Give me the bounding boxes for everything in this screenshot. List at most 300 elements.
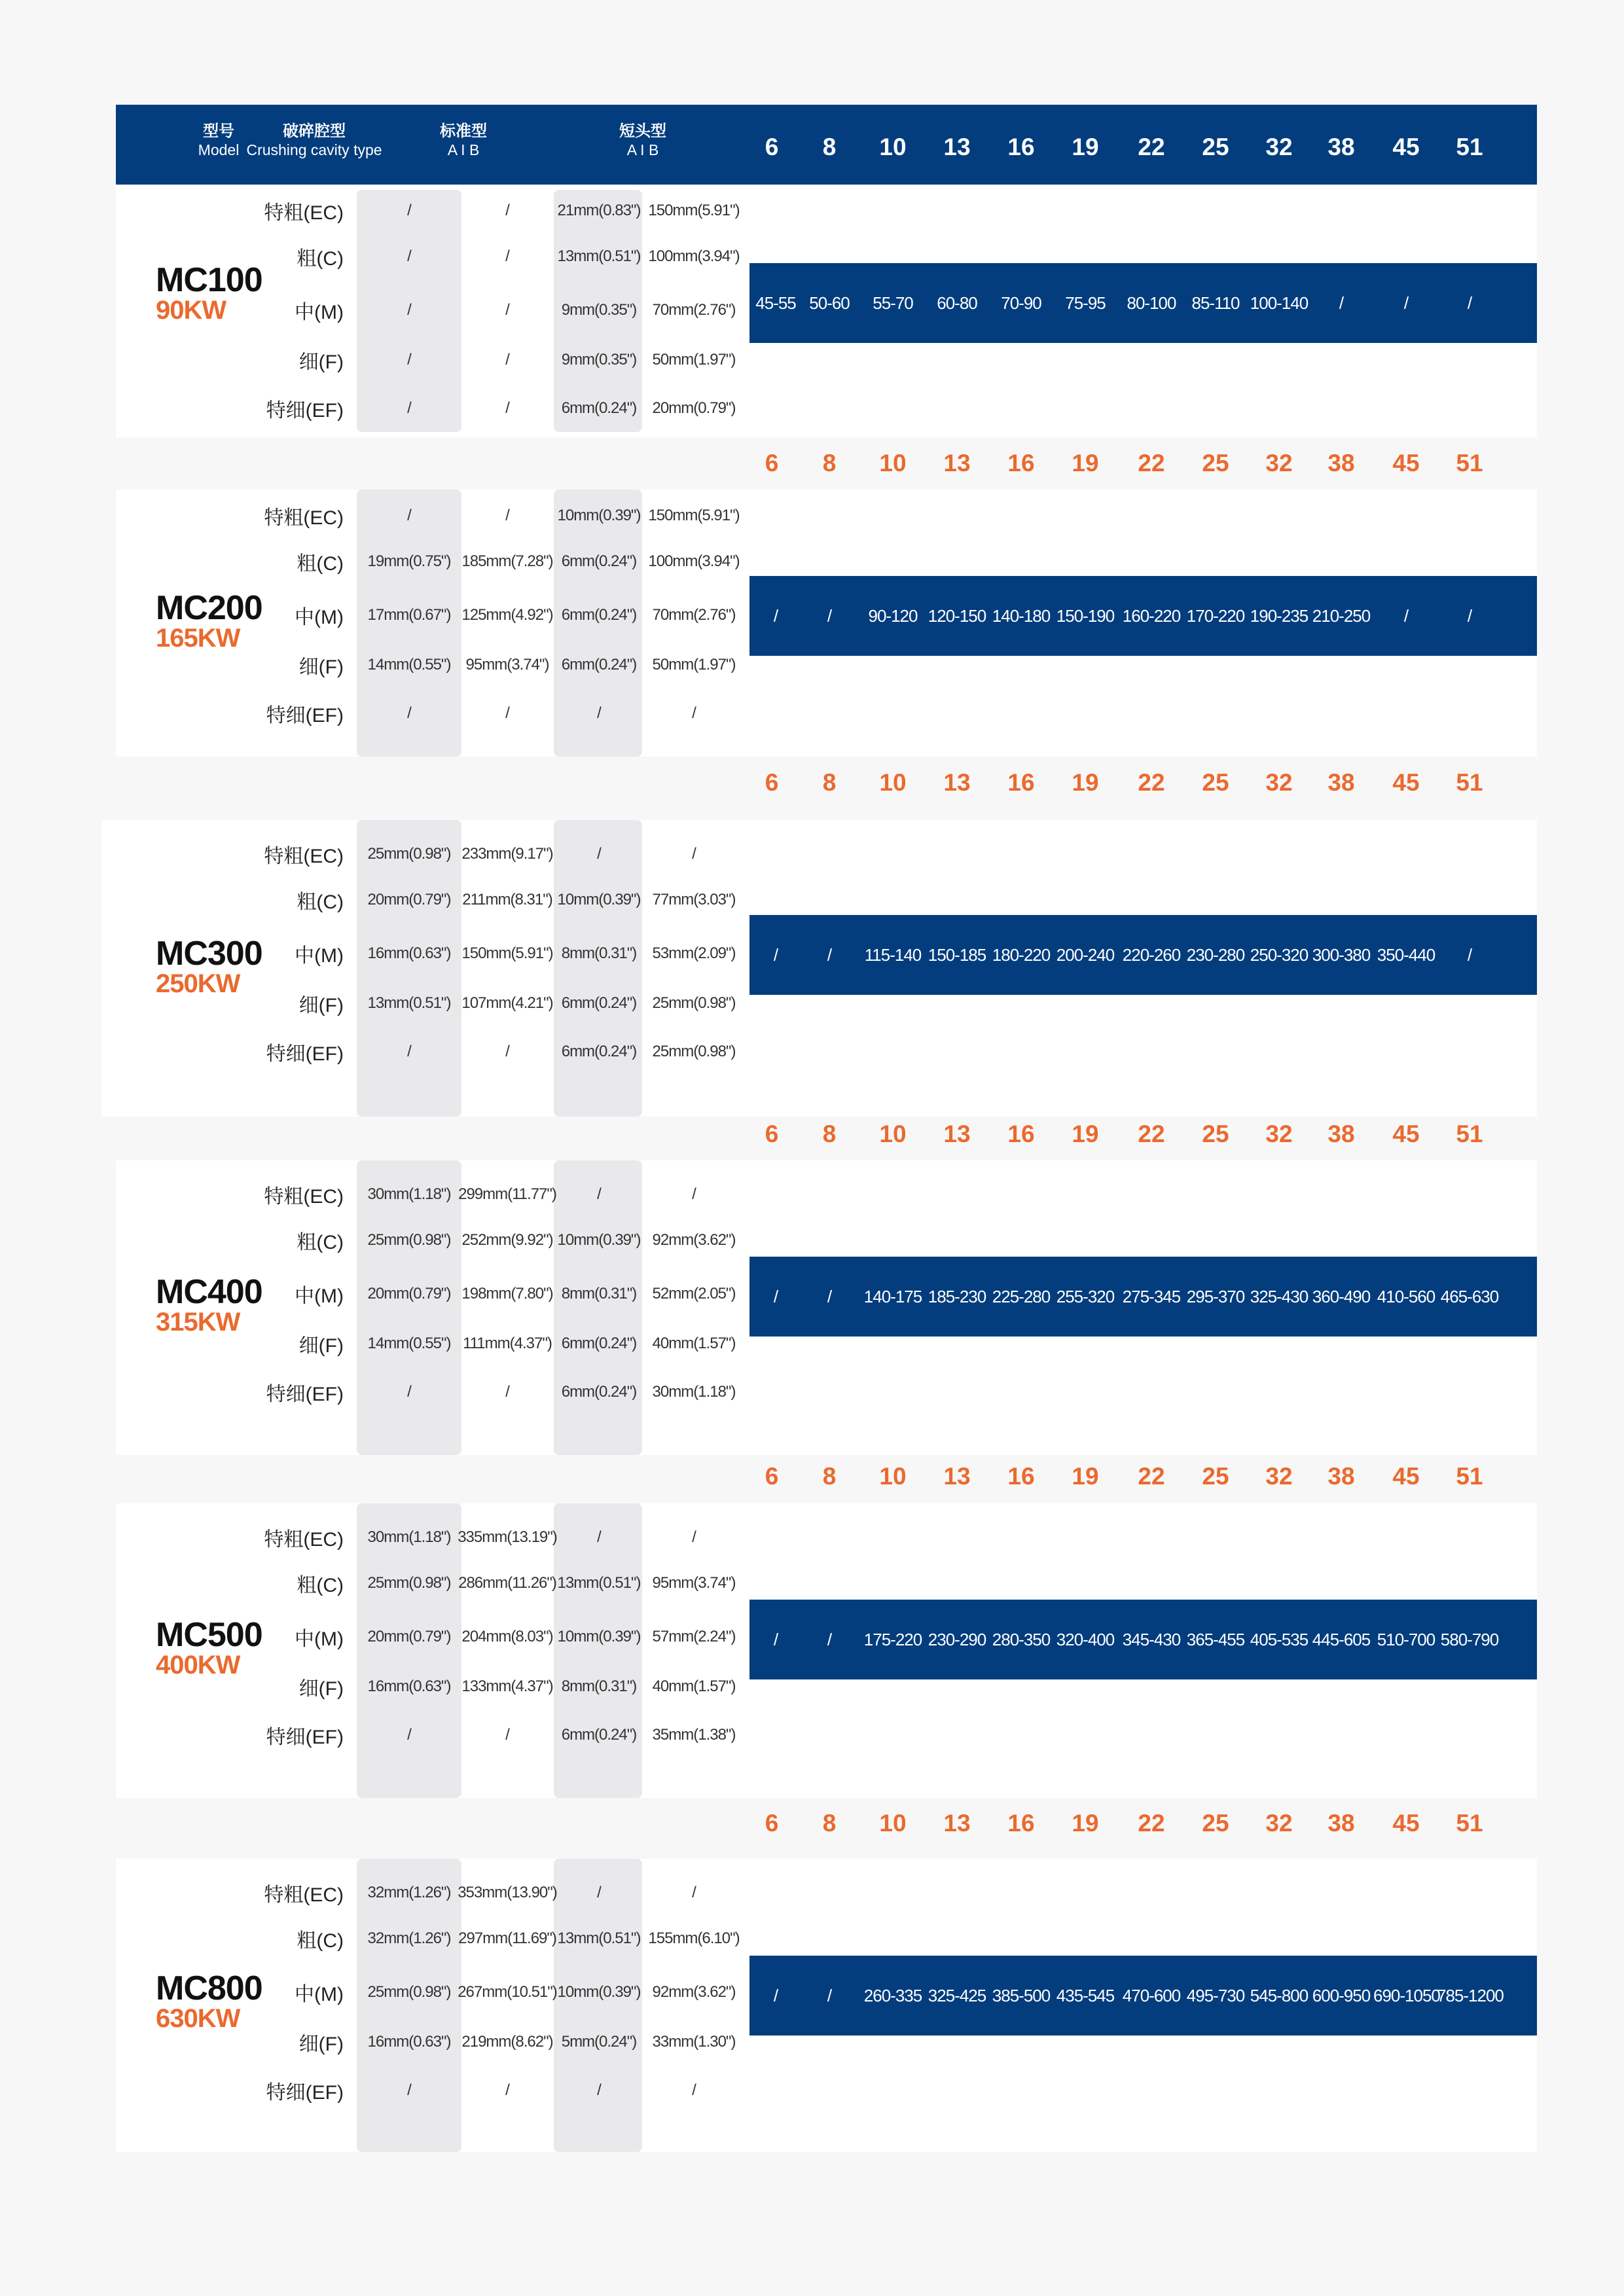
standard-b-value: 125mm(4.92") xyxy=(461,606,553,624)
header-standard-en: A I B xyxy=(447,141,480,158)
standard-a-value: 25mm(0.98") xyxy=(367,1983,451,2001)
short-b-value: / xyxy=(692,845,696,863)
size-19: 19 xyxy=(1072,1810,1099,1837)
model-block-mc100 xyxy=(116,185,1537,437)
cavity-label: 特细(EF) xyxy=(266,400,344,422)
cavity-label: 中(M) xyxy=(295,945,344,967)
capacity-value-45: 510-700 xyxy=(1377,1630,1435,1649)
standard-b-value: 111mm(4.37") xyxy=(463,1335,552,1352)
capacity-value-45: 410-560 xyxy=(1377,1287,1435,1306)
size-19: 19 xyxy=(1072,769,1099,796)
size-8: 8 xyxy=(822,1463,837,1490)
size-19: 19 xyxy=(1072,1463,1099,1490)
standard-b-value: 252mm(9.92") xyxy=(461,1231,553,1249)
size-19: 19 xyxy=(1072,1121,1099,1147)
size-51: 51 xyxy=(1456,450,1483,476)
standard-a-value: 30mm(1.18") xyxy=(367,1528,451,1546)
standard-b-value: 204mm(8.03") xyxy=(461,1628,553,1645)
standard-b-value: 233mm(9.17") xyxy=(461,845,553,863)
standard-b-value: / xyxy=(505,2081,509,2099)
capacity-value-6: / xyxy=(773,1986,778,2005)
cavity-label: 粗(C) xyxy=(297,1930,344,1952)
cavity-label: 中(M) xyxy=(295,1984,344,2005)
short-a-column-shade xyxy=(554,1859,642,2152)
size-6: 6 xyxy=(765,1463,779,1490)
standard-b-value: / xyxy=(505,704,509,722)
standard-a-column-shade xyxy=(357,1859,461,2152)
capacity-value-51: 580-790 xyxy=(1440,1630,1499,1649)
header-short xyxy=(587,122,698,159)
capacity-value-10: 90-120 xyxy=(868,606,918,626)
size-6: 6 xyxy=(765,1121,779,1147)
size-22: 22 xyxy=(1138,1463,1165,1490)
size-45: 45 xyxy=(1392,769,1420,796)
capacity-value-32: 250-320 xyxy=(1250,945,1308,965)
capacity-value-45: 690-1050 xyxy=(1373,1986,1440,2005)
standard-a-value: / xyxy=(407,2081,411,2099)
size-25: 25 xyxy=(1202,450,1229,476)
model-power: 315KW xyxy=(156,1308,240,1336)
capacity-value-38: 300-380 xyxy=(1312,945,1371,965)
capacity-value-19: 255-320 xyxy=(1056,1287,1115,1306)
standard-a-value: / xyxy=(407,399,411,417)
short-b-value: 40mm(1.57") xyxy=(652,1677,736,1695)
size-45: 45 xyxy=(1392,450,1420,476)
capacity-value-32: 190-235 xyxy=(1250,606,1308,626)
size-16: 16 xyxy=(1007,769,1035,796)
model-block-mc400 xyxy=(116,1160,1537,1455)
capacity-value-19: 150-190 xyxy=(1056,606,1115,626)
capacity-value-13: 230-290 xyxy=(928,1630,986,1649)
standard-b-value: 198mm(7.80") xyxy=(461,1285,553,1302)
short-b-value: / xyxy=(692,1884,696,1901)
short-a-value: 13mm(0.51") xyxy=(557,1574,641,1592)
short-b-value: 100mm(3.94") xyxy=(648,552,740,570)
short-b-value: 92mm(3.62") xyxy=(652,1983,736,2001)
short-b-value: 30mm(1.18") xyxy=(652,1383,736,1401)
size-45: 45 xyxy=(1392,1810,1420,1837)
standard-b-value: / xyxy=(505,202,509,219)
capacity-value-19: 435-545 xyxy=(1056,1986,1115,2005)
size-8: 8 xyxy=(822,450,837,476)
capacity-value-13: 185-230 xyxy=(928,1287,986,1306)
short-a-value: 6mm(0.24") xyxy=(561,1043,637,1060)
header-size-22: 22 xyxy=(1138,134,1165,160)
short-a-value: 8mm(0.31") xyxy=(561,1677,637,1695)
cavity-label: 特粗(EC) xyxy=(264,507,344,529)
size-13: 13 xyxy=(943,1810,971,1837)
header-short-zh: 短头型 xyxy=(619,122,666,140)
size-16: 16 xyxy=(1007,1121,1035,1147)
model-block-mc800 xyxy=(116,1859,1537,2152)
standard-b-value: 286mm(11.26") xyxy=(458,1574,556,1592)
standard-b-value: 297mm(11.69") xyxy=(458,1929,556,1947)
capacity-bar xyxy=(749,1257,1537,1336)
short-a-value: 6mm(0.24") xyxy=(561,1335,637,1352)
cavity-label: 细(F) xyxy=(298,2034,344,2055)
model-code: MC400 xyxy=(156,1273,262,1311)
header-size-32: 32 xyxy=(1265,134,1293,160)
size-13: 13 xyxy=(943,769,971,796)
standard-a-value: 25mm(0.98") xyxy=(367,1231,451,1249)
standard-b-value: / xyxy=(505,247,509,265)
cavity-label: 细(F) xyxy=(298,1335,344,1357)
capacity-value-45: 350-440 xyxy=(1377,945,1435,965)
short-a-column-shade xyxy=(554,1503,642,1798)
short-b-value: 50mm(1.97") xyxy=(652,656,736,673)
cavity-label: 细(F) xyxy=(298,351,344,373)
short-b-value: / xyxy=(692,1185,696,1203)
standard-a-value: 25mm(0.98") xyxy=(367,1574,451,1592)
standard-a-value: 14mm(0.55") xyxy=(367,656,451,673)
size-13: 13 xyxy=(943,1121,971,1147)
size-32: 32 xyxy=(1265,1463,1293,1490)
capacity-value-51: 785-1200 xyxy=(1437,1986,1504,2005)
size-32: 32 xyxy=(1265,1810,1293,1837)
short-b-value: 70mm(2.76") xyxy=(652,606,736,624)
table-header xyxy=(116,105,1537,185)
short-a-value: 8mm(0.31") xyxy=(561,1285,637,1302)
capacity-value-10: 55-70 xyxy=(873,293,913,313)
short-a-value: 6mm(0.24") xyxy=(561,994,637,1012)
capacity-value-16: 140-180 xyxy=(992,606,1051,626)
size-header-row xyxy=(0,1802,1624,1848)
short-b-value: 77mm(3.03") xyxy=(652,891,736,908)
short-b-value: 50mm(1.97") xyxy=(652,351,736,368)
standard-b-value: 211mm(8.31") xyxy=(462,891,552,908)
short-a-value: / xyxy=(597,845,601,863)
standard-b-value: / xyxy=(505,1383,509,1401)
standard-b-value: / xyxy=(505,507,509,524)
short-b-value: / xyxy=(692,1528,696,1546)
size-25: 25 xyxy=(1202,1810,1229,1837)
cavity-label: 细(F) xyxy=(298,995,344,1016)
model-power: 400KW xyxy=(156,1651,240,1679)
size-25: 25 xyxy=(1202,769,1229,796)
model-power: 90KW xyxy=(156,296,226,325)
model-block-mc200 xyxy=(116,490,1537,757)
short-a-value: / xyxy=(597,2081,601,2099)
standard-b-value: / xyxy=(505,1726,509,1744)
capacity-value-13: 150-185 xyxy=(928,945,986,965)
cavity-label: 粗(C) xyxy=(297,1575,344,1596)
short-a-value: 10mm(0.39") xyxy=(557,507,641,524)
size-32: 32 xyxy=(1265,450,1293,476)
capacity-value-6: / xyxy=(773,1630,778,1649)
capacity-value-45: / xyxy=(1403,293,1409,313)
size-51: 51 xyxy=(1456,769,1483,796)
model-code: MC800 xyxy=(156,1969,262,2007)
cavity-label: 细(F) xyxy=(298,656,344,678)
capacity-value-38: 600-950 xyxy=(1312,1986,1371,2005)
header-standard-zh: 标准型 xyxy=(440,122,487,140)
capacity-bar xyxy=(749,915,1537,995)
size-38: 38 xyxy=(1327,1463,1355,1490)
header-cavity-en: Crushing cavity type xyxy=(246,141,382,158)
capacity-value-25: 365-455 xyxy=(1186,1630,1245,1649)
capacity-value-8: / xyxy=(827,606,832,626)
header-size-8: 8 xyxy=(822,134,837,160)
short-a-value: / xyxy=(597,704,601,722)
standard-a-value: 17mm(0.67") xyxy=(367,606,451,624)
standard-b-value: 133mm(4.37") xyxy=(461,1677,553,1695)
capacity-value-38: 210-250 xyxy=(1312,606,1371,626)
capacity-value-22: 80-100 xyxy=(1127,293,1176,313)
standard-b-value: 185mm(7.28") xyxy=(461,552,553,570)
cavity-label: 中(M) xyxy=(295,1285,344,1307)
standard-a-value: 13mm(0.51") xyxy=(367,994,451,1012)
cavity-label: 特细(EF) xyxy=(266,1727,344,1748)
short-a-value: 9mm(0.35") xyxy=(561,301,637,319)
short-b-value: 40mm(1.57") xyxy=(652,1335,736,1352)
short-a-value: 8mm(0.31") xyxy=(561,944,637,962)
capacity-value-51: / xyxy=(1467,606,1472,626)
size-10: 10 xyxy=(879,1121,907,1147)
model-block-mc300 xyxy=(101,820,1537,1117)
capacity-bar xyxy=(749,1956,1537,2036)
capacity-value-10: 140-175 xyxy=(863,1287,922,1306)
header-size-38: 38 xyxy=(1327,134,1355,160)
short-a-value: / xyxy=(597,1185,601,1203)
standard-b-value: / xyxy=(505,1043,509,1060)
header-size-13: 13 xyxy=(943,134,971,160)
capacity-value-6: 45-55 xyxy=(755,293,796,313)
size-38: 38 xyxy=(1327,450,1355,476)
size-38: 38 xyxy=(1327,1810,1355,1837)
cavity-label: 粗(C) xyxy=(297,553,344,575)
capacity-value-8: / xyxy=(827,1630,832,1649)
size-22: 22 xyxy=(1138,1810,1165,1837)
header-cavity xyxy=(232,122,396,159)
capacity-value-25: 85-110 xyxy=(1191,293,1240,313)
cavity-label: 特细(EF) xyxy=(266,705,344,726)
size-51: 51 xyxy=(1456,1810,1483,1837)
standard-a-value: / xyxy=(407,704,411,722)
size-51: 51 xyxy=(1456,1121,1483,1147)
short-b-value: 33mm(1.30") xyxy=(652,2033,736,2051)
capacity-value-13: 60-80 xyxy=(937,293,977,313)
capacity-value-25: 295-370 xyxy=(1186,1287,1245,1306)
cavity-label: 粗(C) xyxy=(297,1232,344,1253)
short-a-value: 6mm(0.24") xyxy=(561,606,637,624)
capacity-value-32: 405-535 xyxy=(1250,1630,1308,1649)
standard-b-value: 353mm(13.90") xyxy=(458,1884,557,1901)
short-b-value: 20mm(0.79") xyxy=(652,399,736,417)
capacity-value-13: 120-150 xyxy=(928,606,986,626)
standard-a-value: 16mm(0.63") xyxy=(367,2033,451,2051)
capacity-value-22: 275-345 xyxy=(1122,1287,1181,1306)
size-6: 6 xyxy=(765,769,779,796)
capacity-value-16: 385-500 xyxy=(992,1986,1051,2005)
short-a-value: 5mm(0.24") xyxy=(561,2033,637,2051)
header-size-45: 45 xyxy=(1392,134,1420,160)
short-a-column-shade xyxy=(554,1160,642,1455)
capacity-value-10: 260-335 xyxy=(863,1986,922,2005)
size-16: 16 xyxy=(1007,1810,1035,1837)
cavity-label: 特细(EF) xyxy=(266,1043,344,1065)
capacity-bar xyxy=(749,1600,1537,1679)
short-b-value: 25mm(0.98") xyxy=(652,1043,736,1060)
short-a-value: 13mm(0.51") xyxy=(557,247,641,265)
capacity-value-10: 115-140 xyxy=(864,945,922,965)
capacity-value-8: / xyxy=(827,945,832,965)
capacity-value-16: 180-220 xyxy=(992,945,1051,965)
capacity-value-22: 470-600 xyxy=(1122,1986,1181,2005)
short-a-value: 6mm(0.24") xyxy=(561,1726,637,1744)
standard-a-value: 20mm(0.79") xyxy=(367,1285,451,1302)
capacity-value-13: 325-425 xyxy=(928,1986,986,2005)
short-a-value: / xyxy=(597,1884,601,1901)
standard-a-value: / xyxy=(407,1043,411,1060)
capacity-bar xyxy=(749,576,1537,656)
capacity-value-8: / xyxy=(827,1986,832,2005)
standard-a-value: / xyxy=(407,202,411,219)
size-19: 19 xyxy=(1072,450,1099,476)
capacity-value-38: 360-490 xyxy=(1312,1287,1371,1306)
header-size-19: 19 xyxy=(1072,134,1099,160)
header-size-10: 10 xyxy=(879,134,907,160)
standard-b-value: / xyxy=(505,399,509,417)
size-10: 10 xyxy=(879,769,907,796)
capacity-value-51: 465-630 xyxy=(1440,1287,1499,1306)
short-a-value: / xyxy=(597,1528,601,1546)
capacity-value-51: / xyxy=(1467,293,1472,313)
standard-a-value: 16mm(0.63") xyxy=(367,1677,451,1695)
cavity-label: 特粗(EC) xyxy=(264,846,344,867)
capacity-value-22: 160-220 xyxy=(1122,606,1181,626)
size-13: 13 xyxy=(943,450,971,476)
header-standard xyxy=(408,122,519,159)
size-header-row xyxy=(0,1455,1624,1501)
short-a-value: 6mm(0.24") xyxy=(561,552,637,570)
model-power: 630KW xyxy=(156,2004,240,2033)
short-b-value: 52mm(2.05") xyxy=(652,1285,736,1302)
size-6: 6 xyxy=(765,1810,779,1837)
standard-a-value: / xyxy=(407,1383,411,1401)
standard-a-value: / xyxy=(407,351,411,368)
cavity-label: 特细(EF) xyxy=(266,2082,344,2104)
short-a-value: 9mm(0.35") xyxy=(561,351,637,368)
standard-a-column-shade xyxy=(357,1503,461,1798)
short-a-value: 10mm(0.39") xyxy=(557,1983,641,2001)
short-a-value: 6mm(0.24") xyxy=(561,656,637,673)
size-16: 16 xyxy=(1007,450,1035,476)
size-8: 8 xyxy=(822,1810,837,1837)
cavity-label: 粗(C) xyxy=(297,248,344,270)
capacity-value-6: / xyxy=(773,945,778,965)
capacity-value-19: 200-240 xyxy=(1056,945,1115,965)
model-power: 165KW xyxy=(156,624,240,653)
capacity-value-32: 100-140 xyxy=(1250,293,1308,313)
size-32: 32 xyxy=(1265,1121,1293,1147)
short-a-value: 10mm(0.39") xyxy=(557,1628,641,1645)
model-code: MC300 xyxy=(156,935,262,973)
header-size-51: 51 xyxy=(1456,134,1483,160)
standard-b-value: / xyxy=(505,351,509,368)
header-cavity-zh: 破碎腔型 xyxy=(283,122,346,140)
model-power: 250KW xyxy=(156,969,240,998)
short-a-value: 10mm(0.39") xyxy=(557,1231,641,1249)
standard-a-column-shade xyxy=(357,1160,461,1455)
short-b-value: 35mm(1.38") xyxy=(652,1726,736,1744)
short-b-value: 155mm(6.10") xyxy=(648,1929,740,1947)
capacity-value-32: 545-800 xyxy=(1250,1986,1308,2005)
size-38: 38 xyxy=(1327,769,1355,796)
size-header-row xyxy=(0,1113,1624,1158)
size-header-row xyxy=(0,761,1624,807)
short-a-value: 13mm(0.51") xyxy=(557,1929,641,1947)
short-b-value: 53mm(2.09") xyxy=(652,944,736,962)
capacity-value-22: 220-260 xyxy=(1122,945,1181,965)
short-b-value: 95mm(3.74") xyxy=(652,1574,736,1592)
size-8: 8 xyxy=(822,1121,837,1147)
cavity-label: 特粗(EC) xyxy=(264,1529,344,1551)
cavity-label: 细(F) xyxy=(298,1678,344,1700)
standard-a-value: 14mm(0.55") xyxy=(367,1335,451,1352)
standard-a-value: / xyxy=(407,301,411,319)
standard-a-value: 16mm(0.63") xyxy=(367,944,451,962)
size-25: 25 xyxy=(1202,1121,1229,1147)
cavity-label: 特粗(EC) xyxy=(264,1186,344,1208)
size-10: 10 xyxy=(879,1810,907,1837)
cavity-label: 特粗(EC) xyxy=(264,1884,344,1906)
short-a-value: 6mm(0.24") xyxy=(561,399,637,417)
standard-b-value: 219mm(8.62") xyxy=(461,2033,553,2051)
cavity-label: 粗(C) xyxy=(297,891,344,913)
short-b-value: 70mm(2.76") xyxy=(652,301,736,319)
header-model-en: Model xyxy=(198,141,240,158)
size-header-row xyxy=(0,442,1624,488)
header-size-25: 25 xyxy=(1202,134,1229,160)
standard-b-value: 299mm(11.77") xyxy=(458,1185,556,1203)
capacity-value-22: 345-430 xyxy=(1122,1630,1181,1649)
cavity-label: 中(M) xyxy=(295,607,344,628)
capacity-value-25: 495-730 xyxy=(1186,1986,1245,2005)
capacity-bar xyxy=(749,263,1537,343)
capacity-value-10: 175-220 xyxy=(863,1630,922,1649)
standard-a-value: 20mm(0.79") xyxy=(367,891,451,908)
short-b-value: 100mm(3.94") xyxy=(648,247,740,265)
short-a-value: 21mm(0.83") xyxy=(557,202,641,219)
capacity-value-6: / xyxy=(773,1287,778,1306)
capacity-value-6: / xyxy=(773,606,778,626)
standard-a-column-shade xyxy=(357,820,461,1117)
standard-a-value: / xyxy=(407,247,411,265)
standard-a-value: 30mm(1.18") xyxy=(367,1185,451,1203)
capacity-value-25: 230-280 xyxy=(1186,945,1245,965)
header-model-zh: 型号 xyxy=(203,122,234,140)
short-b-value: 92mm(3.62") xyxy=(652,1231,736,1249)
short-b-value: 25mm(0.98") xyxy=(652,994,736,1012)
model-block-mc500 xyxy=(116,1503,1537,1798)
capacity-value-8: 50-60 xyxy=(809,293,850,313)
header-short-en: A I B xyxy=(626,141,659,158)
standard-b-value: 267mm(10.51") xyxy=(458,1983,557,2001)
capacity-value-8: / xyxy=(827,1287,832,1306)
standard-a-value: / xyxy=(407,1726,411,1744)
header-size-6: 6 xyxy=(765,134,779,160)
cavity-label: 特粗(EC) xyxy=(264,202,344,224)
cavity-label: 中(M) xyxy=(295,1628,344,1650)
standard-b-value: 95mm(3.74") xyxy=(465,656,549,673)
short-a-value: 10mm(0.39") xyxy=(557,891,641,908)
standard-a-value: 32mm(1.26") xyxy=(367,1884,451,1901)
size-22: 22 xyxy=(1138,450,1165,476)
size-10: 10 xyxy=(879,1463,907,1490)
size-32: 32 xyxy=(1265,769,1293,796)
size-10: 10 xyxy=(879,450,907,476)
short-b-value: / xyxy=(692,704,696,722)
